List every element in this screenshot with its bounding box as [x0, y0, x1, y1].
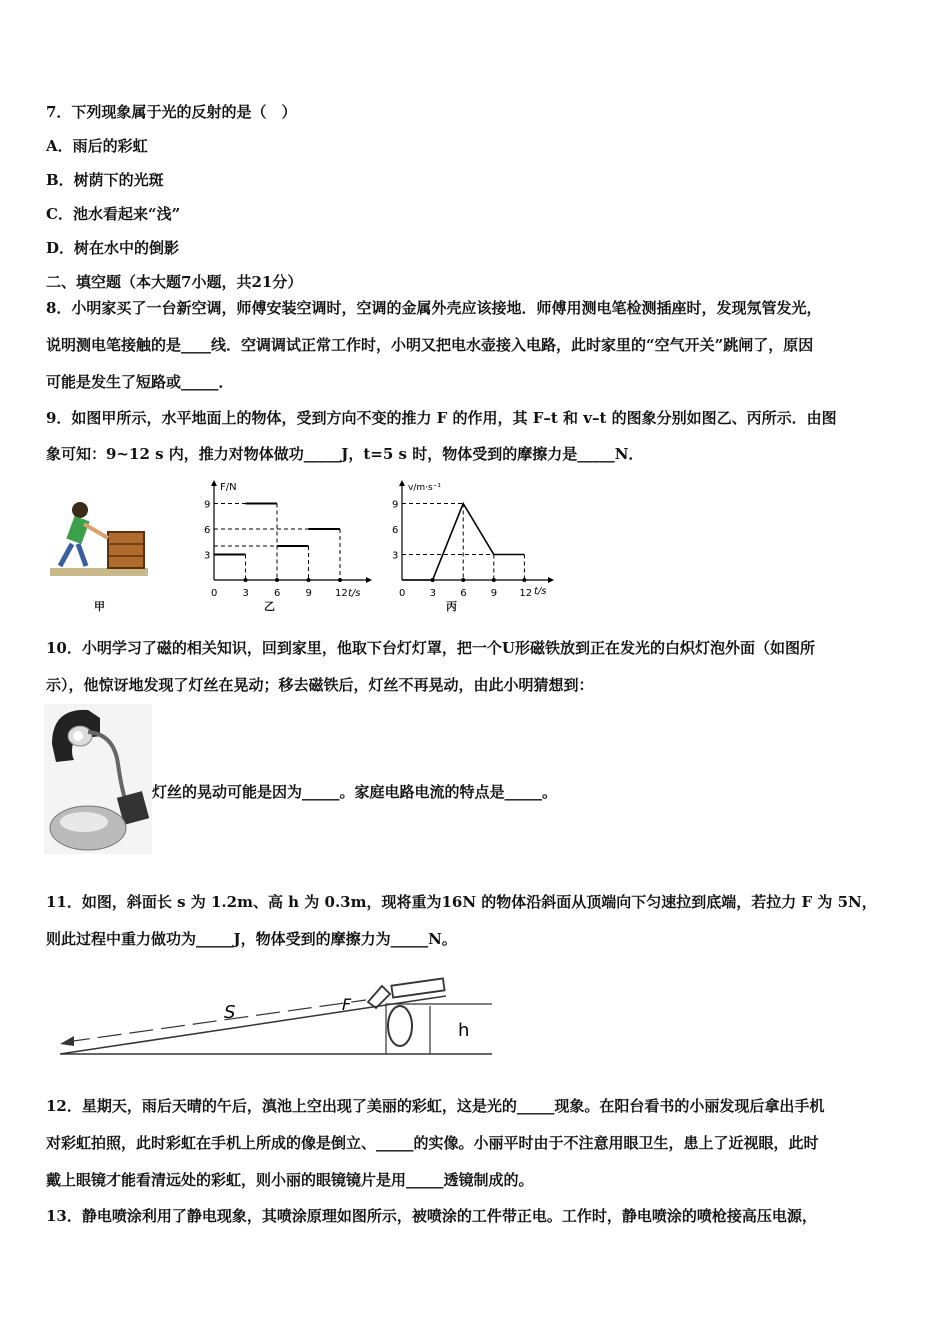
- q9-line-1: 9．如图甲所示，水平地面上的物体，受到方向不变的推力 F 的作用，其 F–t 和 v–t 的图象分别如图乙、丙所示．由图: [46, 409, 837, 427]
- caption-yi: 乙: [264, 600, 275, 613]
- q10-line-1: 10．小明学习了磁的相关知识，回到家里，他取下台灯灯罩，把一个U形磁铁放到正在发光的白炽灯泡外面（如图所: [46, 639, 815, 657]
- q12-line-1: 12．星期天，雨后天晴的午后，滇池上空出现了美丽的彩虹，这是光的_____现象。在阳台看书的小丽发现后拿出手机: [46, 1097, 825, 1115]
- incline-f-label: F: [342, 995, 352, 1014]
- q9-line-2: 象可知：9~12 s 内，推力对物体做功_____J，t=5 s 时，物体受到的摩擦力是_____N．: [46, 445, 644, 463]
- vt-ytick-3: 3: [392, 550, 399, 562]
- ft-xtick-9: 9: [305, 588, 312, 599]
- vt-xtick-0: 0: [399, 588, 406, 599]
- vt-ytick-6: 6: [392, 525, 399, 536]
- q10-line-3: 灯丝的晃动可能是因为_____。家庭电路电流的特点是_____。: [152, 783, 558, 801]
- ft-ylabel: F/N: [220, 482, 237, 493]
- incline-s-label: S: [224, 1002, 236, 1023]
- person-pushing-box-illustration: [50, 492, 150, 582]
- q8-line-1: 8．小明家买了一台新空调，师傅安装空调时，空调的金属外壳应该接地．师傅用测电笔检测插座时，发现氖管发光，: [46, 299, 822, 317]
- incline-h-label: h: [458, 1020, 470, 1041]
- force-time-graph: [196, 478, 376, 602]
- q7-option-c: C．池水看起来“浅”: [46, 205, 181, 223]
- section-heading: 二、填空题（本大题7小题，共21分）: [46, 273, 303, 291]
- incline-diagram: [46, 972, 494, 1064]
- q7-option-b: B．树荫下的光斑: [46, 171, 164, 189]
- vt-xtick-dot-6: [461, 578, 465, 582]
- ft-ytick-6: 6: [204, 525, 211, 536]
- ft-xtick-6: 6: [274, 588, 281, 599]
- q7-option-d: D．树在水中的倒影: [46, 239, 180, 257]
- desk-lamp-magnet-photo: [44, 704, 152, 854]
- vt-xtick-3: 3: [429, 588, 436, 599]
- ft-xlabel: t/s: [348, 588, 361, 599]
- vt-xtick-12: 12: [519, 588, 533, 599]
- q10-line-2: 示），他惊讶地发现了灯丝在晃动；移去磁铁后，灯丝不再晃动，由此小明猜想到：: [46, 676, 594, 694]
- velocity-time-graph: [384, 478, 564, 602]
- q7-option-a: A．雨后的彩虹: [46, 137, 148, 155]
- vt-ytick-9: 9: [392, 499, 399, 511]
- q11-line-1: 11．如图，斜面长 s 为 1.2m、高 h 为 0.3m，现将重为16N 的物体沿斜面从顶端向下匀速拉到底端，若拉力 F 为 5N，: [46, 893, 877, 911]
- q12-line-2: 对彩虹拍照，此时彩虹在手机上所成的像是倒立、_____的实像。小丽平时由于不注意用眼卫生，患上了近视眼，此时: [46, 1134, 819, 1152]
- vt-ylabel: v/m·s⁻¹: [408, 483, 442, 493]
- q12-line-3: 戴上眼镜才能看清远处的彩虹，则小丽的眼镜镜片是用_____透镜制成的。: [46, 1171, 534, 1189]
- ft-ytick-3: 3: [204, 550, 211, 562]
- q8-line-2: 说明测电笔接触的是____线．空调调试正常工作时，小明又把电水壶接入电路，此时家里的“空气开关”跳闸了，原因: [46, 336, 814, 354]
- caption-bing: 丙: [446, 600, 457, 613]
- vt-xlabel: t/s: [534, 586, 547, 597]
- vt-xtick-6: 6: [460, 588, 467, 599]
- vt-xtick-9: 9: [490, 588, 498, 599]
- ft-xtick-12: 12: [335, 588, 348, 599]
- ft-xtick-3: 3: [242, 588, 249, 599]
- q8-line-3: 可能是发生了短路或_____．: [46, 373, 234, 391]
- ft-xtick-0: 0: [211, 588, 218, 599]
- caption-jia: 甲: [94, 600, 105, 613]
- q11-line-2: 则此过程中重力做功为_____J，物体受到的摩擦力为_____N。: [46, 930, 457, 948]
- ft-ytick-9: 9: [204, 499, 211, 511]
- q13-line-1: 13．静电喷涂利用了静电现象，其喷涂原理如图所示，被喷涂的工件带正电。工作时，静电喷涂的喷枪接高压电源，: [46, 1207, 817, 1225]
- q7-stem: 7．下列现象属于光的反射的是（ ）: [46, 103, 297, 121]
